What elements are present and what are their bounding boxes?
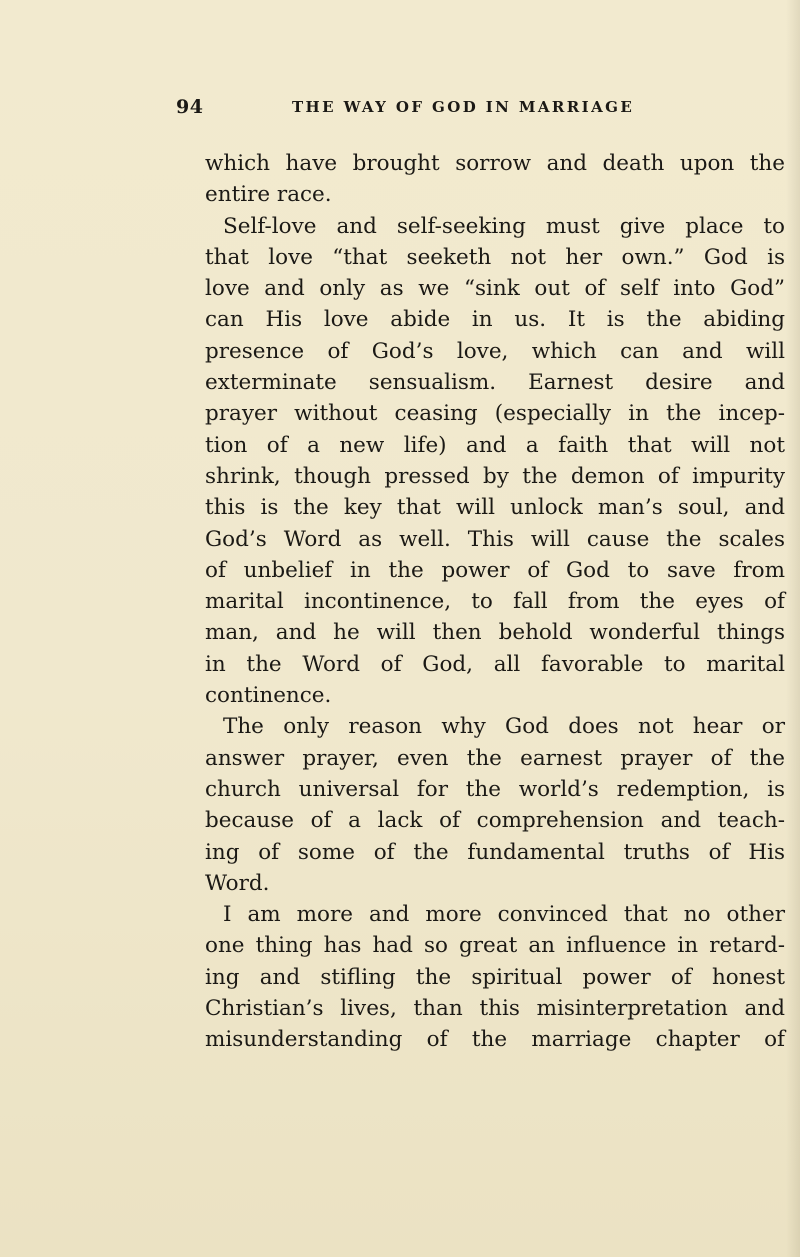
text-line: shrink, though pressed by the demon of impurity — [205, 463, 785, 489]
text-line: can His love abide in us. It is the abiding — [205, 307, 785, 333]
running-head: THE WAY OF GOD IN MARRIAGE — [292, 98, 635, 116]
text-line: that love “that seeketh not her own.” God is — [205, 244, 785, 270]
text-line: Word. — [205, 870, 270, 896]
text-line: which have brought sorrow and death upon the — [205, 151, 785, 176]
text-line: exterminate sensualism. Earnest desire and — [205, 370, 785, 396]
text-line: tion of a new life) and a faith that will not — [205, 432, 785, 458]
text-line: ing and stifling the spiritual power of honest — [205, 964, 785, 990]
text-line: entire race. — [205, 182, 332, 208]
text-line: Christian’s lives, than this misinterpretation and — [205, 996, 785, 1022]
text-line: man, and he will then behold wonderful things — [205, 620, 785, 646]
text-line: prayer without ceasing (especially in the incep- — [205, 401, 785, 427]
text-line: one thing has had so great an influence in retard- — [205, 933, 785, 959]
text-line: in the Word of God, all favorable to marital — [205, 651, 785, 677]
text-line: church universal for the world’s redemption, is — [205, 776, 785, 802]
page-header — [176, 96, 656, 122]
text-line: continence. — [205, 683, 332, 709]
text-line: because of a lack of comprehension and teach- — [205, 808, 785, 834]
text-line: marital incontinence, to fall from the eyes of — [205, 589, 785, 615]
text-line: love and only as we “sink out of self into God” — [205, 276, 785, 302]
text-line: ing of some of the fundamental truths of His — [205, 839, 785, 865]
text-line: answer prayer, even the earnest prayer of the — [205, 745, 785, 771]
text-line: God’s Word as well. This will cause the scales — [205, 526, 785, 552]
text-line: The only reason why God does not hear or — [223, 714, 785, 740]
text-line: this is the key that will unlock man’s soul, and — [205, 495, 785, 521]
text-line: presence of God’s love, which can and will — [205, 338, 785, 364]
page-edge-shadow — [786, 0, 800, 1257]
text-line: Self-love and self-seeking must give place to — [223, 213, 785, 239]
body-text — [205, 148, 785, 1056]
page-number: 94 — [176, 96, 204, 118]
text-line: of unbelief in the power of God to save from — [205, 557, 785, 583]
text-line: misunderstanding of the marriage chapter of — [205, 1027, 785, 1053]
text-line: I am more and more convinced that no other — [223, 902, 785, 928]
